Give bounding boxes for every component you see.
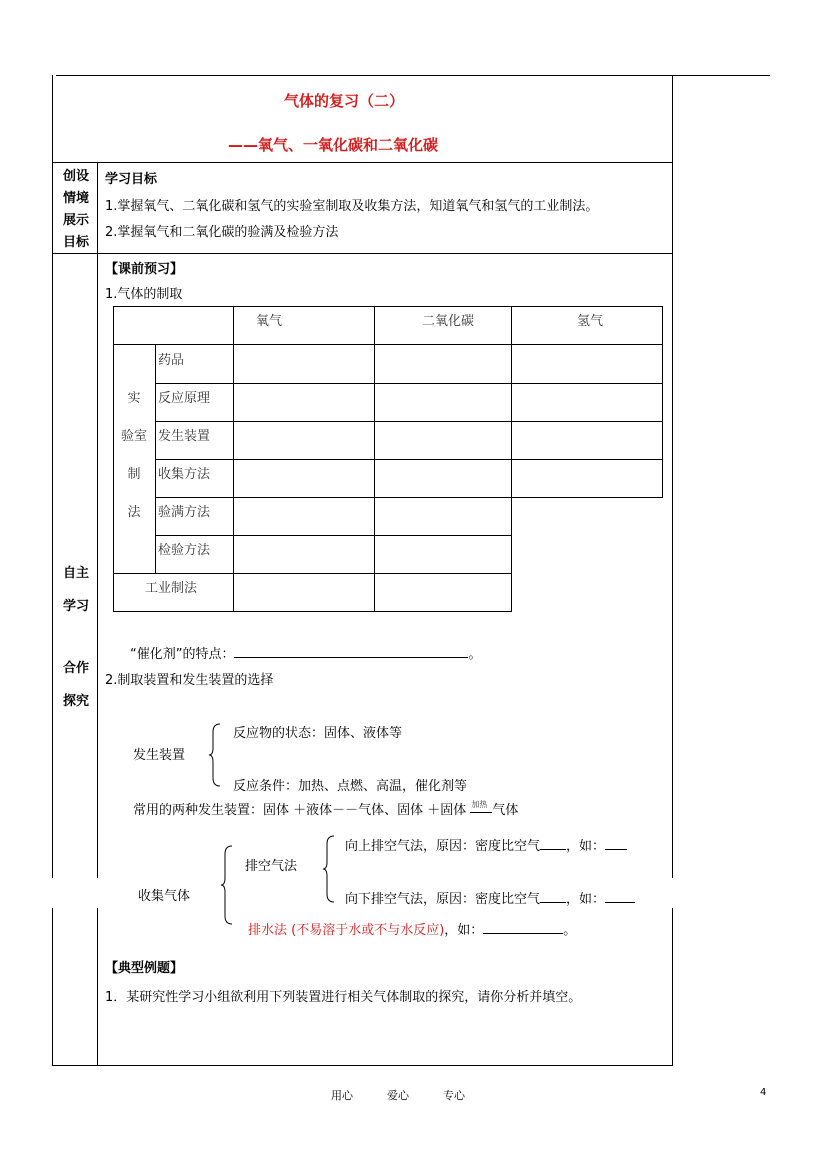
- water-blank[interactable]: [483, 920, 563, 934]
- row-test: 检验方法: [158, 543, 211, 558]
- top-rule: [56, 75, 770, 76]
- col-co2: 二氧化碳: [422, 314, 475, 329]
- examples-heading: 【典型例题】: [105, 961, 184, 976]
- col-hydrogen: 氢气: [577, 314, 604, 329]
- row-generator: 发生装置: [158, 429, 211, 444]
- footer: 用心 爱心 专心: [331, 1089, 465, 1102]
- page-title: 气体的复习（二）: [284, 92, 405, 110]
- frame-bottom: [52, 1065, 673, 1066]
- catalyst-line: “催化剂”的特点： 。: [130, 643, 482, 662]
- air-up-blank-1[interactable]: [540, 836, 566, 850]
- page-subtitle: ——氧气、一氧化碳和二氧化碳: [228, 136, 439, 154]
- air-down-blank-1[interactable]: [540, 889, 566, 903]
- catalyst-blank[interactable]: [234, 643, 468, 658]
- apparatus-item-2: 反应条件：加热、点燃、高温，催化剂等: [233, 779, 468, 794]
- common-devices-line: 常用的两种发生装置：固体 ＋液体－－气体、固体 ＋固体 加热 气体: [133, 799, 519, 818]
- goal-item-2: 2.掌握氧气和二氧化碳的验满及检验方法: [105, 225, 339, 240]
- label-study: 自主 学习: [62, 566, 89, 614]
- collect-brace-outer: [220, 844, 234, 926]
- goals-heading: 学习目标: [105, 172, 158, 187]
- frame-left: [52, 75, 53, 1066]
- row-industrial: 工业制法: [145, 581, 198, 596]
- goal-item-1: 1.掌握氧气、二氧化碳和氢气的实验室制取及收集方法，知道氧气和氢气的工业制法。: [105, 199, 599, 214]
- apparatus-label: 发生装置: [133, 748, 186, 763]
- collect-label: 收集气体: [138, 889, 191, 904]
- group-label: 实 验室 制 法: [120, 391, 147, 520]
- preview-heading: 【课前预习】: [105, 262, 184, 277]
- example-question-1: 1．某研究性学习小组欲利用下列装置进行相关气体制取的探究，请你分析并填空。: [105, 990, 582, 1005]
- air-down-blank-2[interactable]: [605, 889, 635, 903]
- apparatus-brace: [208, 722, 222, 788]
- heat-arrow: 加热: [470, 804, 492, 818]
- label-explore: 合作 探究: [62, 661, 89, 709]
- water-method-line: 排水法 (不易溶于水或不与水反应)，如： 。: [248, 919, 576, 938]
- air-method-label: 排空气法: [245, 859, 298, 874]
- page-number: 4: [760, 1087, 767, 1098]
- header-bottom: [52, 162, 673, 163]
- water-method: 排水法 (不易溶于水或不与水反应): [248, 923, 445, 938]
- air-up-blank-2[interactable]: [605, 836, 627, 850]
- collect-brace-inner: [322, 834, 336, 904]
- row-fullness: 验满方法: [158, 505, 211, 520]
- row-reagents: 药品: [158, 353, 185, 368]
- question-1: 1.气体的制取: [105, 287, 183, 302]
- label-goals: 创设 情境 展示 目标: [62, 169, 89, 250]
- frame-right: [672, 75, 673, 1066]
- air-up-line: 向上排空气法，原因：密度比空气 ，如：: [345, 835, 627, 854]
- row-principle: 反应原理: [158, 391, 211, 406]
- air-down-line: 向下排空气法，原因：密度比空气 ，如：: [345, 888, 635, 907]
- frame-divider: [97, 162, 98, 1066]
- row-collection: 收集方法: [158, 467, 211, 482]
- question-2: 2.制取装置和发生装置的选择: [105, 673, 274, 688]
- apparatus-item-1: 反应物的状态：固体、液体等: [233, 726, 403, 741]
- goals-bottom: [52, 253, 673, 254]
- col-oxygen: 氧气: [256, 314, 283, 329]
